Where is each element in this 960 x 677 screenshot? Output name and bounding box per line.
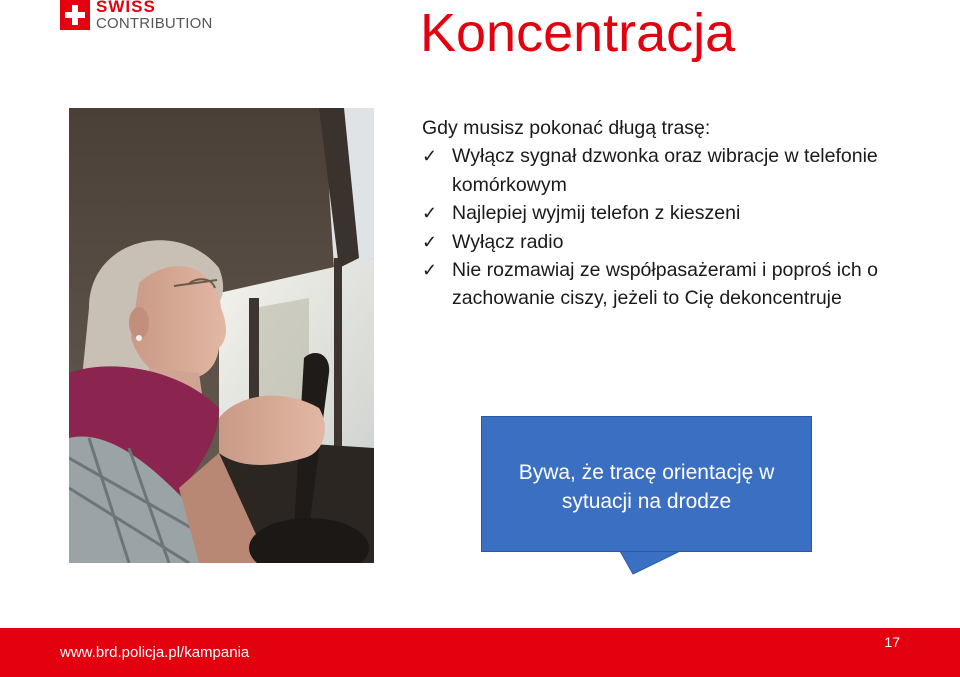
logo-text-swiss: SWISS: [96, 0, 156, 16]
list-item: ✓ Wyłącz sygnał dzwonka oraz wibracje w telefonie komórkowym: [422, 142, 892, 199]
callout-text: Bywa, że tracę orientację w sytuacji na drodze: [518, 461, 775, 513]
woman-driving-photo: [69, 108, 374, 563]
tips-intro: Gdy musisz pokonać długą trasę:: [422, 117, 711, 139]
list-item: ✓ Wyłącz radio: [422, 228, 892, 256]
checkmark-icon: ✓: [422, 203, 438, 224]
footer-bar: [0, 628, 960, 677]
callout-box: [481, 416, 812, 552]
tips-list: [422, 142, 892, 312]
slide-title: Koncentracja: [420, 3, 736, 63]
swiss-flag-icon: [60, 0, 90, 30]
checkmark-icon: ✓: [422, 260, 438, 281]
page-number: 17: [884, 634, 900, 650]
checkmark-icon: ✓: [422, 231, 438, 252]
footer-url: www.brd.policja.pl/kampania: [60, 644, 250, 661]
tips-text: [422, 114, 892, 313]
checkmark-icon: ✓: [422, 146, 438, 167]
swiss-contribution-logo: [60, 0, 220, 34]
logo-text-contribution: CONTRIBUTION: [96, 15, 213, 32]
list-item: ✓ Najlepiej wyjmij telefon z kieszeni: [422, 199, 892, 227]
list-item: ✓ Nie rozmawiaj ze współpasażerami i poproś ich o zachowanie ciszy, jeżeli to Cię dekoncentruje: [422, 256, 892, 313]
